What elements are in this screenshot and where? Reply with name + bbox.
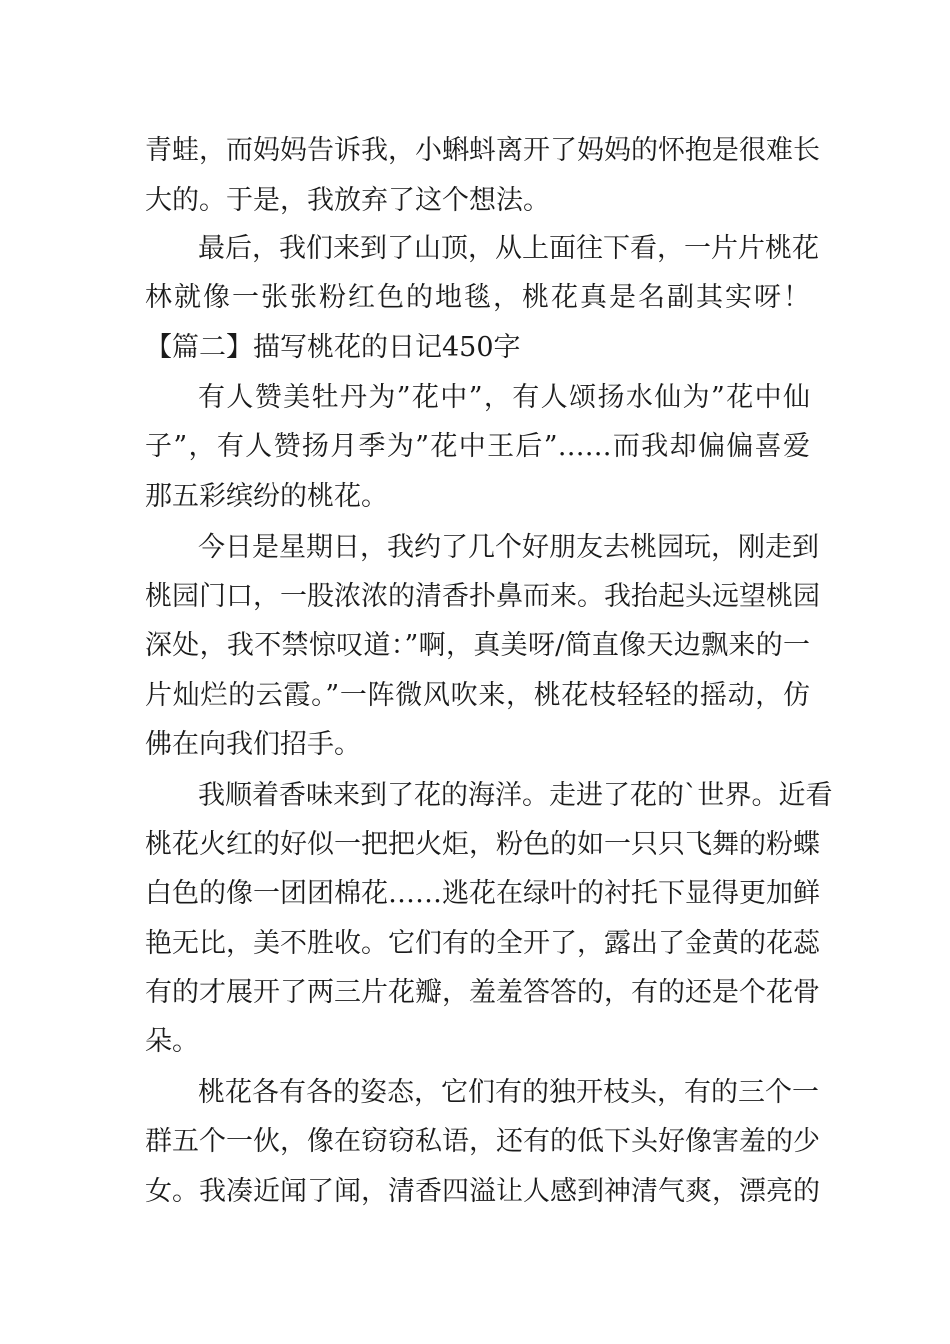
- text-line-8: 那五彩缤纷的桃花。: [145, 481, 388, 512]
- text-line-18: 有的才展开了两三片花瓣，羞羞答答的，有的还是个花骨: [145, 977, 820, 1008]
- text-line-17: 艳无比，美不胜收。它们有的全开了，露出了金黄的花蕊: [145, 928, 820, 959]
- text-line-4: 林就像一张张粉红色的地毯，桃花真是名副其实呀！: [145, 282, 810, 313]
- text-line-11: 深处，我不禁惊叹道：”啊，真美呀/简直像天边飘来的一: [145, 630, 810, 661]
- text-line-22: 女。我凑近闻了闻，清香四溢让人感到神清气爽，漂亮的: [145, 1176, 820, 1207]
- text-line-7: 子”，有人赞扬月季为”花中王后”……而我却偏偏喜爱: [145, 431, 810, 462]
- text-line-15: 桃花火红的好似一把把火炬，粉色的如一只只飞舞的粉蝶: [145, 829, 820, 860]
- text-line-6: 有人赞美牡丹为”花中”，有人颂扬水仙为”花中仙: [198, 382, 810, 413]
- text-line-16: 白色的像一团团棉花……逃花在绿叶的衬托下显得更加鲜: [145, 878, 820, 909]
- text-line-3: 最后，我们来到了山顶，从上面往下看，一片片桃花: [198, 233, 819, 264]
- text-line-1: 青蛙，而妈妈告诉我，小蝌蚪离开了妈妈的怀抱是很难长: [145, 135, 820, 166]
- text-line-12: 片灿烂的云霞。”一阵微风吹来，桃花枝轻轻的摇动，仿: [145, 680, 810, 711]
- text-line-13: 佛在向我们招手。: [145, 729, 361, 760]
- text-line-21: 群五个一伙，像在窃窃私语，还有的低下头好像害羞的少: [145, 1126, 820, 1157]
- text-line-14: 我顺着香味来到了花的海洋。走进了花的`世界。近看: [198, 780, 833, 811]
- text-line-20: 桃花各有各的姿态，它们有的独开枝头，有的三个一: [198, 1077, 819, 1108]
- text-line-19: 朵。: [145, 1026, 199, 1057]
- text-line-10: 桃园门口，一股浓浓的清香扑鼻而来。我抬起头远望桃园: [145, 581, 820, 612]
- section-heading: 【篇二】描写桃花的日记450字: [145, 332, 521, 363]
- text-line-9: 今日是星期日，我约了几个好朋友去桃园玩，刚走到: [198, 532, 819, 563]
- text-line-2: 大的。于是，我放弃了这个想法。: [145, 185, 550, 216]
